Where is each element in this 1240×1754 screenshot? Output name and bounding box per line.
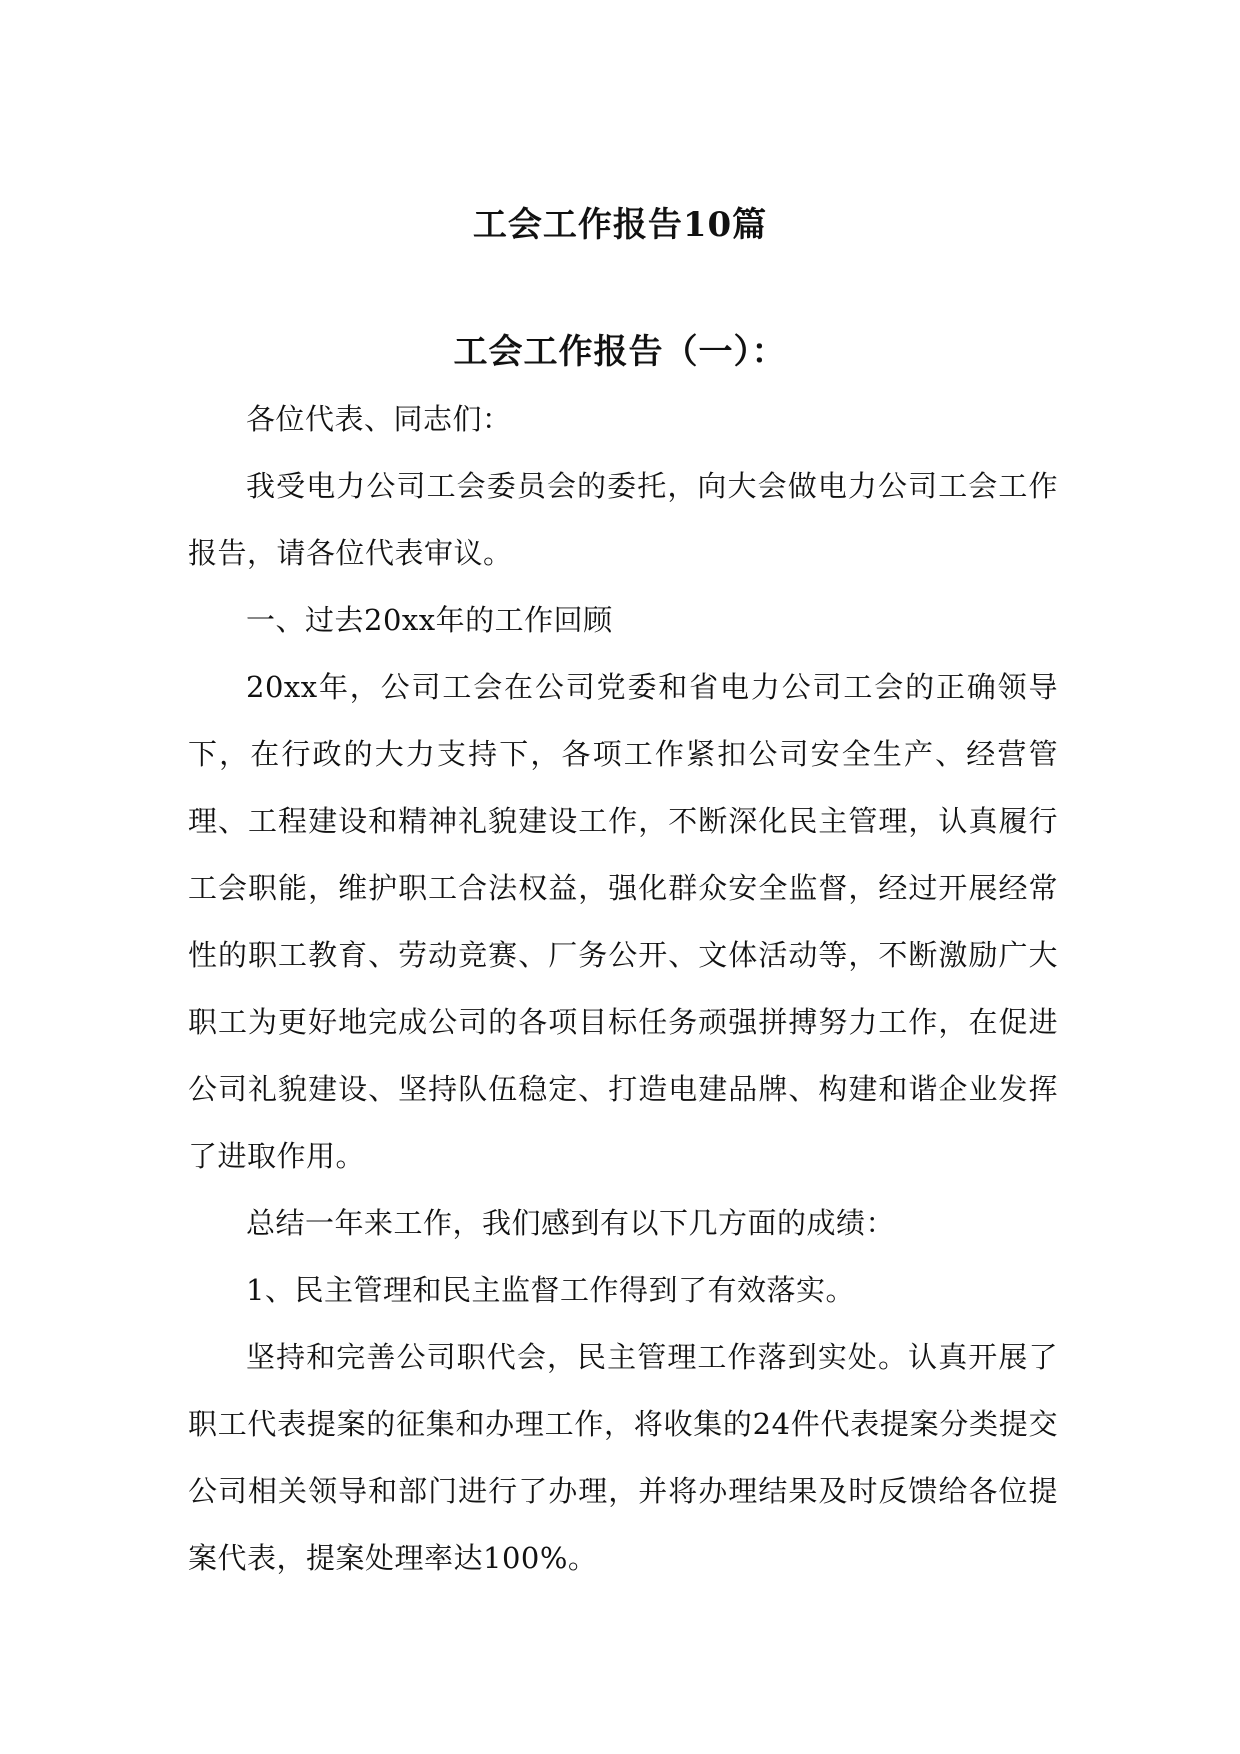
document-body bbox=[188, 386, 1058, 1592]
section-title: 工会工作报告（一）： bbox=[453, 332, 787, 372]
paragraph-heading-review: 一、过去20xx年的工作回顾 bbox=[246, 603, 613, 637]
paragraph-salutation: 各位代表、同志们： bbox=[246, 402, 512, 436]
paragraph-item-1: 1、民主管理和民主监督工作得到了有效落实。 bbox=[246, 1273, 855, 1307]
document-title: 工会工作报告10篇 bbox=[472, 205, 768, 245]
paragraph-item-1-detail: 坚持和完善公司职代会，民主管理工作落到实处。认真开展了职工代表提案的征集和办理工作，将收集的24件代表提案分类提交公司相关领导和部门进行了办理，并将办理结果及时反馈给各位提案代表，提案处理率达100%。 bbox=[188, 1340, 1058, 1575]
paragraph-review: 20xx年，公司工会在公司党委和省电力公司工会的正确领导下，在行政的大力支持下，各项工作紧扣公司安全生产、经营管理、工程建设和精神礼貌建设工作，不断深化民主管理，认真履行工会职能，维护职工合法权益，强化群众安全监督，经过开展经常性的职工教育、劳动竞赛、厂务公开、文体活动等，不断激励广大职工为更好地完成公司的各项目标任务顽强拼搏努力工作，在促进公司礼貌建设、坚持队伍稳定、打造电建品牌、构建和谐企业发挥了进取作用。 bbox=[188, 670, 1058, 1173]
paragraph-summary: 总结一年来工作，我们感到有以下几方面的成绩： bbox=[246, 1206, 896, 1240]
paragraph-intro: 我受电力公司工会委员会的委托，向大会做电力公司工会工作报告，请各位代表审议。 bbox=[188, 469, 1058, 570]
